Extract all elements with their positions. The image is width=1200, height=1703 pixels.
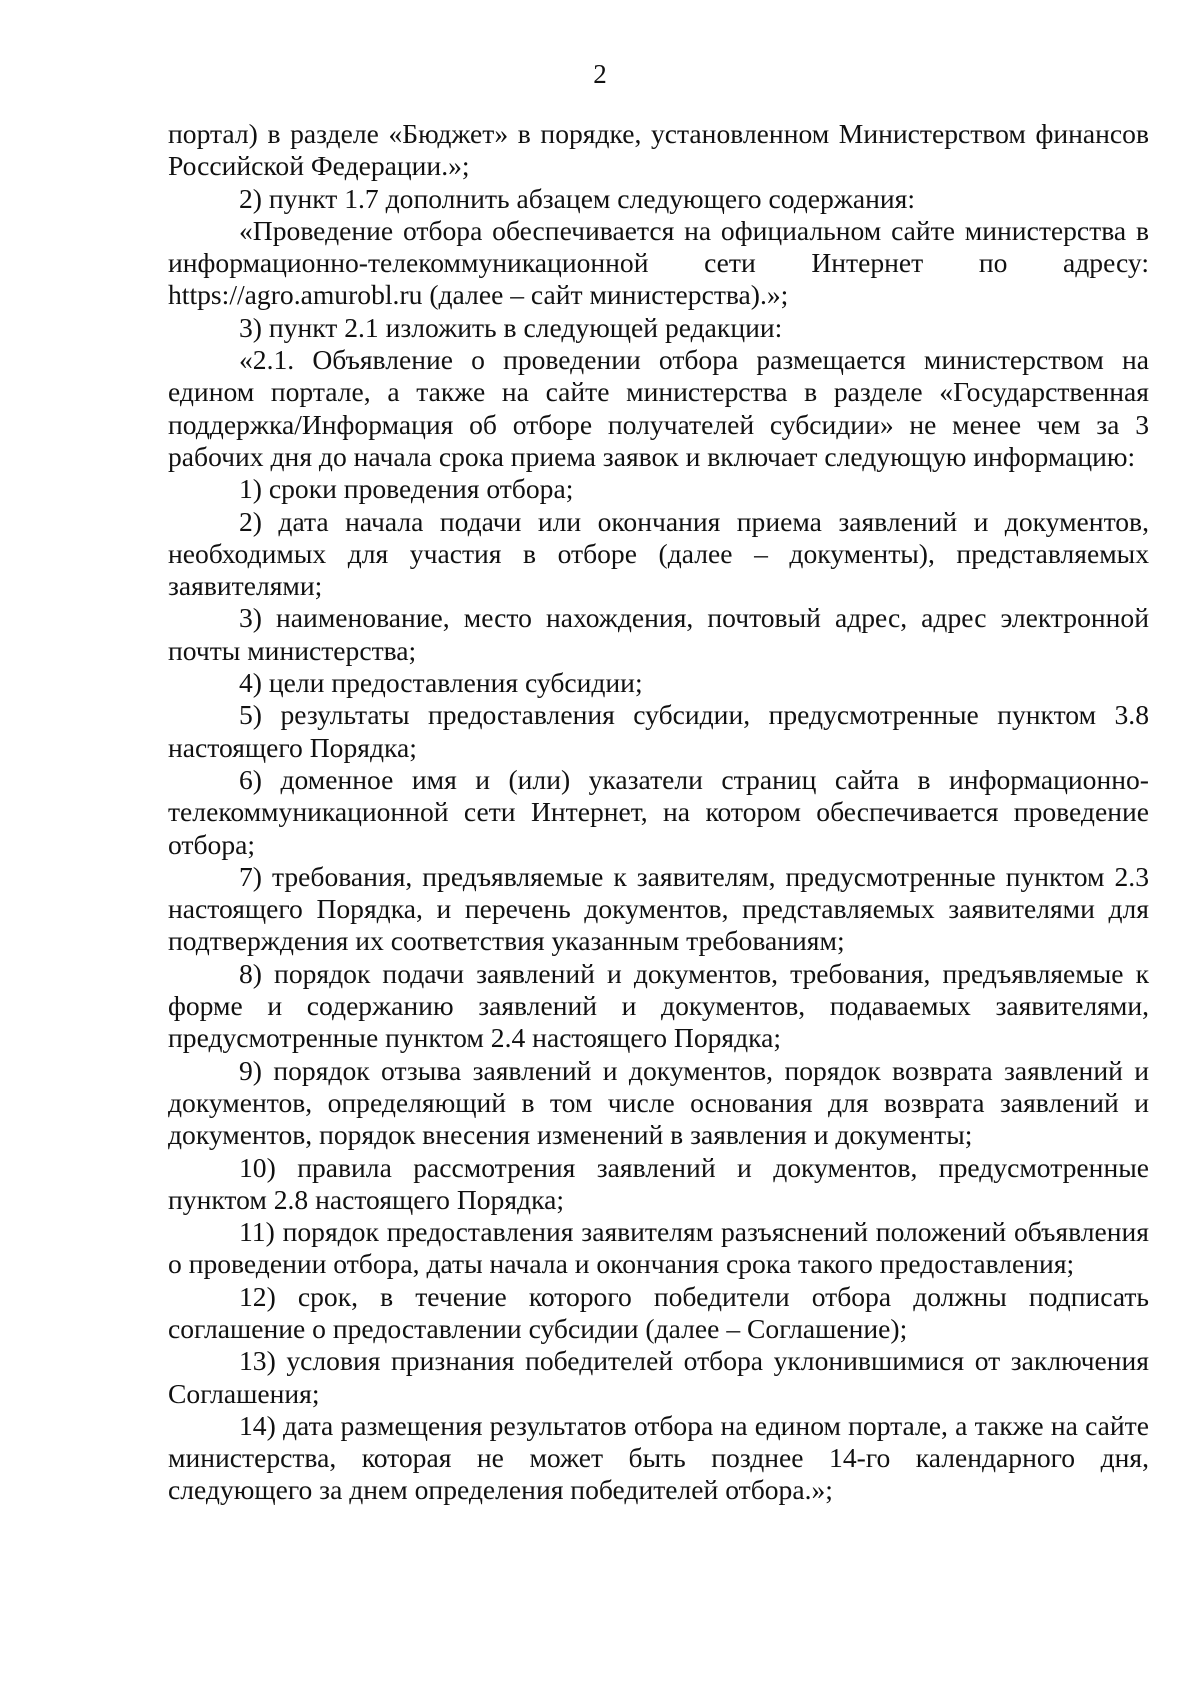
list-item-4: 4) цели предоставления субсидии; (239, 667, 643, 699)
list-item-6: 6) доменное имя и (или) указатели страниц сайта в информационно-телекоммуникационной сети Интернет, на котором обеспечивается проведение отбора; (168, 763, 1149, 860)
paragraph-item-3-header: 3) пункт 2.1 изложить в следующей редакции: (239, 311, 783, 343)
paragraph-item-2-text: «Проведение отбора обеспечивается на официальном сайте министерства в информационно-телекоммуникационной сети Интернет по адресу: https://agro.amurobl.ru (далее – сайт министерства).»; (168, 214, 1149, 311)
list-item-3: 3) наименование, место нахождения, почтовый адрес, адрес электронной почты министерства; (168, 602, 1149, 666)
page-number: 2 (593, 59, 607, 89)
paragraph-item-3-text: «2.1. Объявление о проведении отбора размещается министерством на едином портале, а также на сайте министерства в разделе «Государственная поддержка/Информация об отборе получателей субсидии» не менее чем за 3 рабочих дня до начала срока приема заявок и включает следующую информацию: (168, 344, 1149, 472)
list-item-11: 11) порядок предоставления заявителям разъяснений положений объявления о проведении отбора, даты начала и окончания срока такого предоставления; (168, 1216, 1149, 1280)
paragraph-continuation: портал) в разделе «Бюджет» в порядке, установленном Министерством финансов Российской Федерации.»; (168, 118, 1149, 182)
list-item-7: 7) требования, предъявляемые к заявителям, предусмотренные пунктом 2.3 настоящего Порядка, и перечень документов, представляемых заявителями для подтверждения их соответствия указанным требованиям; (168, 860, 1149, 957)
list-item-9: 9) порядок отзыва заявлений и документов, порядок возврата заявлений и документов, определяющий в том числе основания для возврата заявлений и документов, порядок внесения изменений в заявления и документы; (168, 1054, 1149, 1151)
list-item-13: 13) условия признания победителей отбора уклонившимися от заключения Соглашения; (168, 1345, 1149, 1409)
list-item-10: 10) правила рассмотрения заявлений и документов, предусмотренные пунктом 2.8 настоящего Порядка; (168, 1151, 1149, 1215)
list-item-2: 2) дата начала подачи или окончания приема заявлений и документов, необходимых для участия в отборе (далее – документы), представляемых заявителями; (168, 505, 1149, 602)
list-item-8: 8) порядок подачи заявлений и документов, требования, предъявляемые к форме и содержанию заявлений и документов, подаваемых заявителями, предусмотренные пунктом 2.4 настоящего Порядка; (168, 957, 1149, 1054)
list-item-14: 14) дата размещения результатов отбора на едином портале, а также на сайте министерства, которая не может быть позднее 14-го календарного дня, следующего за днем определения победителей отбора.»; (168, 1409, 1149, 1506)
list-item-5: 5) результаты предоставления субсидии, предусмотренные пунктом 3.8 настоящего Порядка; (168, 699, 1149, 763)
list-item-12: 12) срок, в течение которого победители отбора должны подписать соглашение о предоставлении субсидии (далее – Соглашение); (168, 1280, 1149, 1344)
paragraph-item-2-header: 2) пункт 1.7 дополнить абзацем следующего содержания: (239, 182, 916, 214)
list-item-1: 1) сроки проведения отбора; (239, 473, 574, 505)
document-body (168, 118, 1149, 1507)
